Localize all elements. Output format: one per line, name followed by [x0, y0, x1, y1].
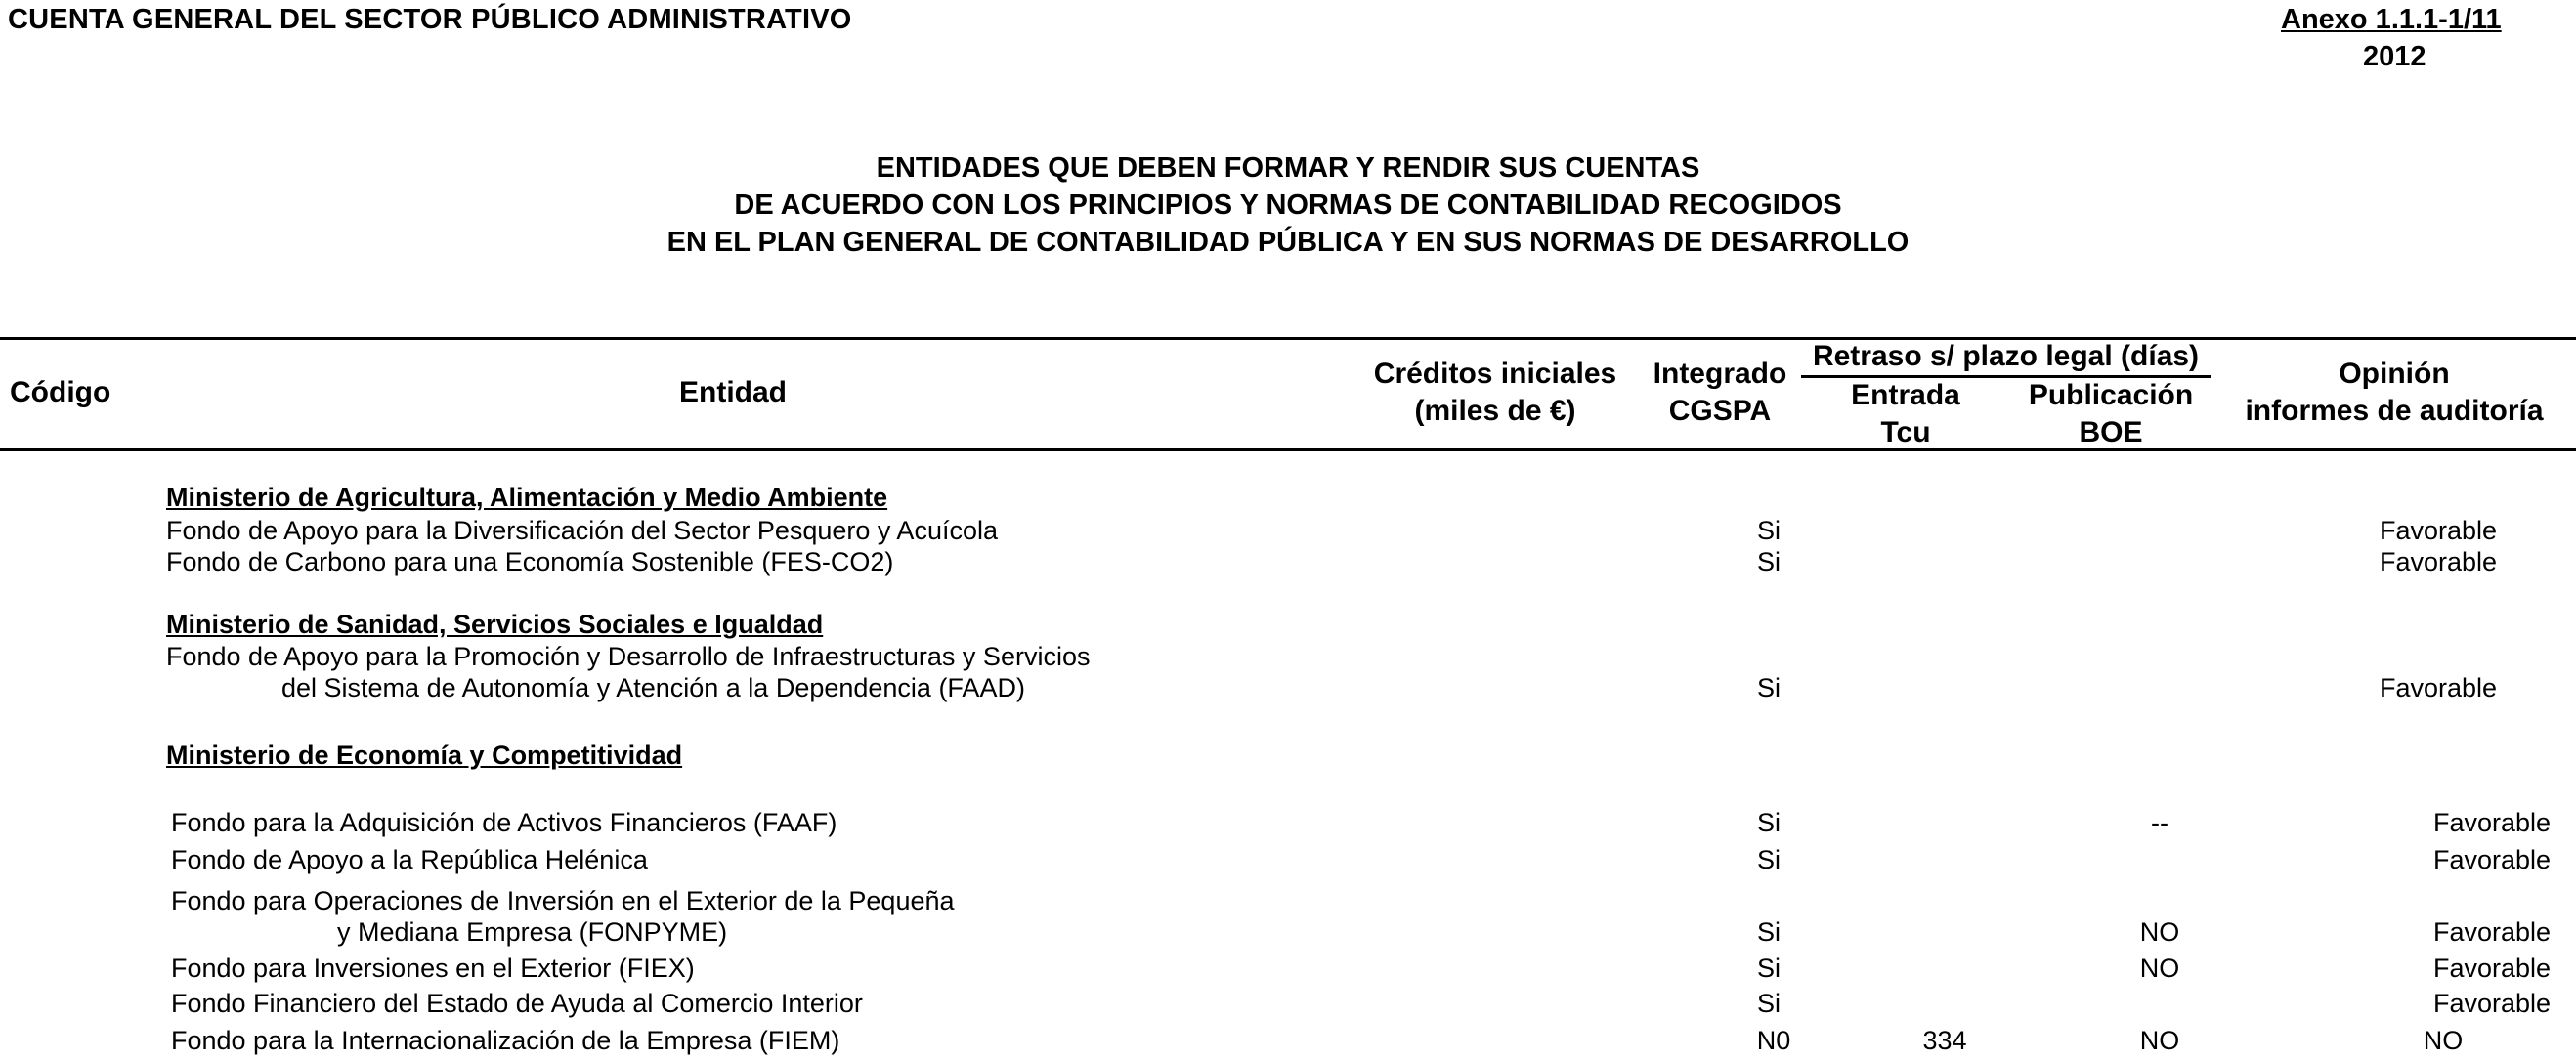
- row-entidad: Fondo para Inversiones en el Exterior (FIEX): [171, 954, 695, 983]
- row-opinion: Favorable: [2379, 547, 2498, 576]
- column-header-integrado-line1: Integrado: [1653, 358, 1787, 390]
- row-integrado: Si: [1756, 516, 1781, 545]
- title-line-1: ENTIDADES QUE DEBEN FORMAR Y RENDIR SUS CUENTAS: [876, 152, 1700, 184]
- column-header-entidad: Entidad: [679, 376, 787, 408]
- row-opinion: Favorable: [2432, 808, 2552, 837]
- row-integrado: Si: [1756, 673, 1781, 702]
- annex-reference: Anexo 1.1.1-1/11: [2281, 4, 2502, 35]
- section-heading-economia: Ministerio de Economía y Competitividad: [166, 741, 683, 770]
- document-header-title: CUENTA GENERAL DEL SECTOR PÚBLICO ADMINISTRATIVO: [8, 4, 852, 35]
- column-header-creditos-line1: Créditos iniciales: [1373, 358, 1617, 390]
- column-header-opinion-line1: Opinión: [2339, 358, 2450, 390]
- row-entidad: Fondo para la Adquisición de Activos Financieros (FAAF): [171, 808, 837, 837]
- row-entidad: Fondo Financiero del Estado de Ayuda al Comercio Interior: [171, 989, 863, 1018]
- row-integrado: Si: [1756, 917, 1781, 947]
- column-header-publicacion-line2: BOE: [2079, 416, 2143, 448]
- row-opinion: Favorable: [2432, 845, 2552, 874]
- retraso-group-underline: [1801, 375, 2211, 378]
- row-entidad: Fondo de Apoyo para la Promoción y Desarrollo de Infraestructuras y Servicios: [166, 642, 1091, 671]
- row-integrado: Si: [1756, 954, 1781, 983]
- row-opinion: NO: [2423, 1026, 2464, 1055]
- row-integrado: Si: [1756, 547, 1781, 576]
- column-header-codigo: Código: [10, 376, 111, 408]
- section-heading-sanidad: Ministerio de Sanidad, Servicios Sociales e Igualdad: [166, 610, 824, 639]
- row-entidad: Fondo de Carbono para una Economía Sostenible (FES-CO2): [166, 547, 894, 576]
- title-line-3: EN EL PLAN GENERAL DE CONTABILIDAD PÚBLICA Y EN SUS NORMAS DE DESARROLLO: [666, 227, 1910, 258]
- row-integrado: Si: [1756, 845, 1781, 874]
- row-entidad: Fondo de Apoyo a la República Helénica: [171, 845, 648, 874]
- row-publicacion: --: [2151, 808, 2168, 837]
- row-entidad: Fondo para Operaciones de Inversión en el Exterior de la Pequeña: [171, 886, 955, 915]
- column-header-integrado-line2: CGSPA: [1668, 395, 1772, 427]
- row-publicacion: NO: [2139, 954, 2180, 983]
- column-header-entrada-line2: Tcu: [1880, 416, 1931, 448]
- section-heading-agricultura: Ministerio de Agricultura, Alimentación y Medio Ambiente: [166, 483, 888, 512]
- row-integrado: N0: [1756, 1026, 1791, 1055]
- column-header-publicacion-line1: Publicación: [2028, 379, 2194, 411]
- row-entidad: Fondo para la Internacionalización de la Empresa (FIEM): [171, 1026, 840, 1055]
- column-header-creditos-line2: (miles de €): [1414, 395, 1576, 427]
- row-opinion: Favorable: [2379, 516, 2498, 545]
- row-integrado: Si: [1756, 989, 1781, 1018]
- title-line-2: DE ACUERDO CON LOS PRINCIPIOS Y NORMAS DE CONTABILIDAD RECOGIDOS: [734, 190, 1842, 221]
- row-entidad: Fondo de Apoyo para la Diversificación del Sector Pesquero y Acuícola: [166, 516, 998, 545]
- row-opinion: Favorable: [2379, 673, 2498, 702]
- row-integrado: Si: [1756, 808, 1781, 837]
- column-header-entrada-line1: Entrada: [1851, 379, 1960, 411]
- row-entidad-continuation: y Mediana Empresa (FONPYME): [337, 917, 728, 947]
- row-opinion: Favorable: [2432, 989, 2552, 1018]
- year-label: 2012: [2363, 41, 2426, 72]
- row-entidad-continuation: del Sistema de Autonomía y Atención a la Dependencia (FAAD): [281, 673, 1025, 702]
- column-header-opinion-line2: informes de auditoría: [2245, 395, 2544, 427]
- column-header-retraso-group: Retraso s/ plazo legal (días): [1812, 340, 2200, 372]
- row-publicacion: NO: [2139, 917, 2180, 947]
- row-entrada: 334: [1922, 1026, 1967, 1055]
- row-publicacion: NO: [2139, 1026, 2180, 1055]
- row-opinion: Favorable: [2432, 917, 2552, 947]
- row-opinion: Favorable: [2432, 954, 2552, 983]
